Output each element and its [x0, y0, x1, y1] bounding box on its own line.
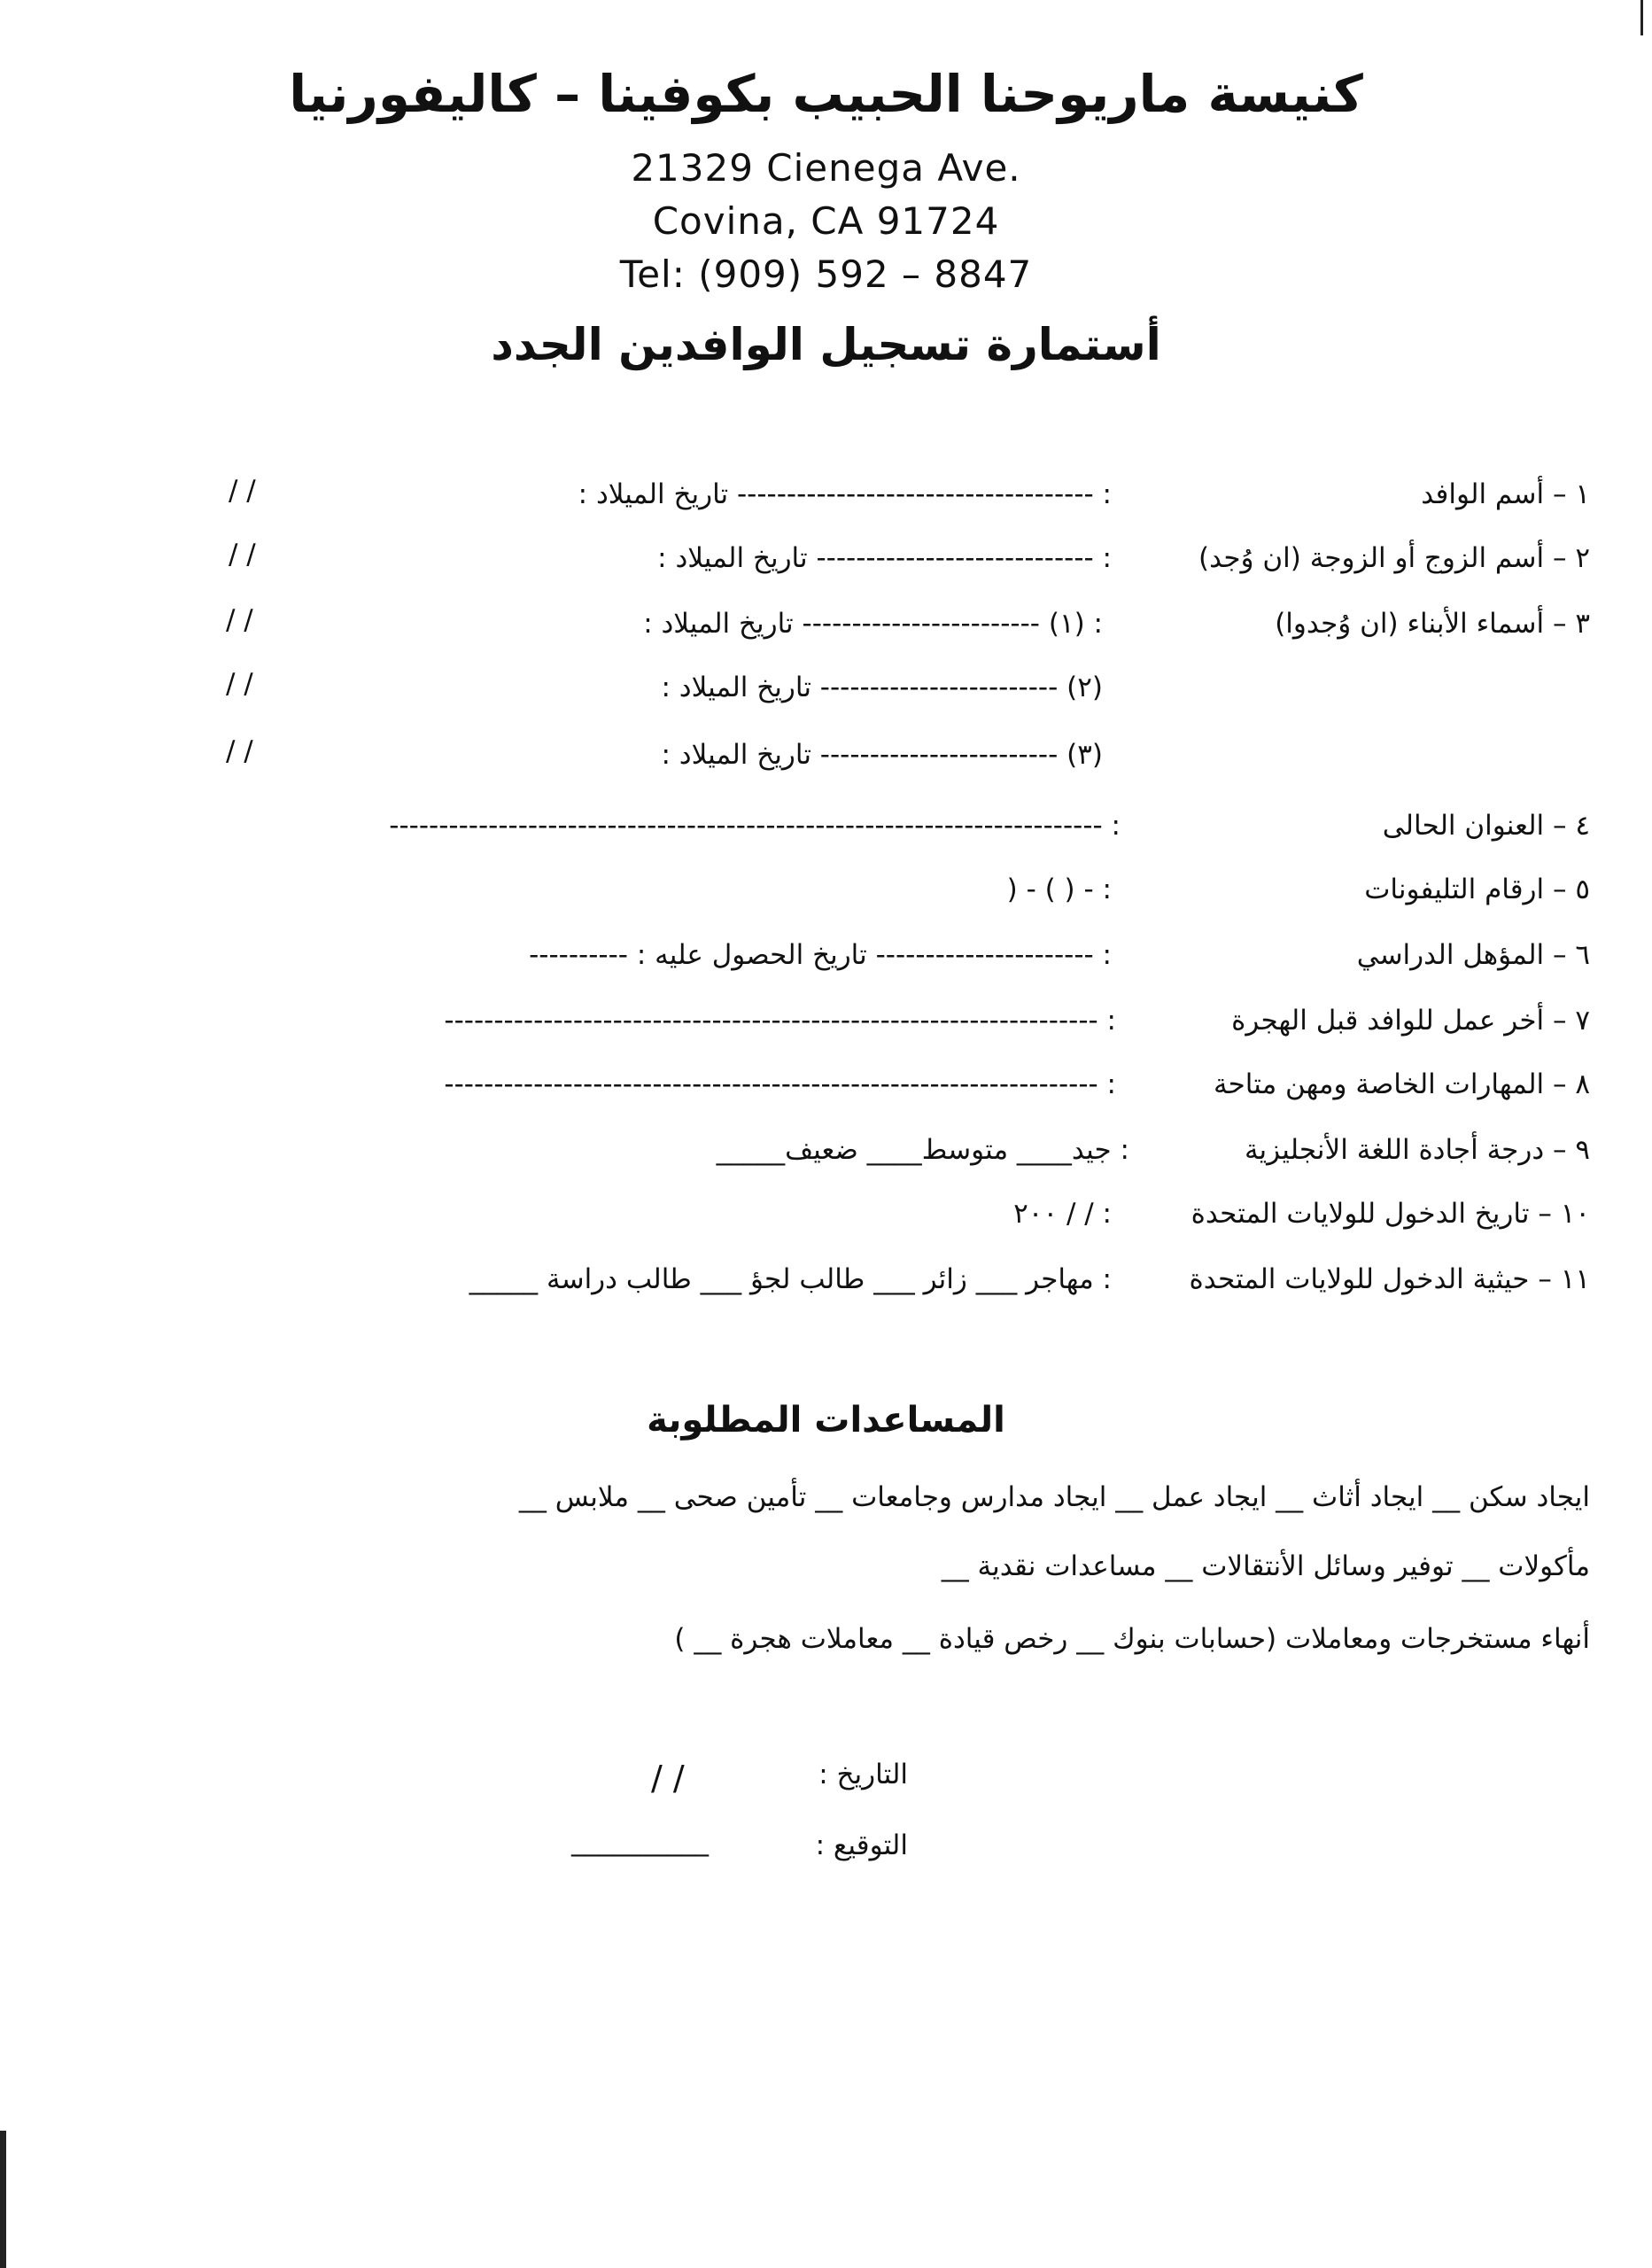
- field-line-address: : ------------------------------------------------------------------------: [389, 810, 1121, 842]
- field-label-entry-date: ١٠ – تاريخ الدخول للولايات المتحدة: [1191, 1198, 1590, 1230]
- field-label-education: ٦ – المؤهل الدراسي: [1356, 939, 1590, 971]
- assistance-line-3: أنهاء مستخرجات ومعاملات (حسابات بنوك __ رخص قيادة __ معاملات هجرة __ ): [674, 1623, 1590, 1655]
- field-label-spouse: ٢ – أسم الزوج أو الزوجة (ان وُجد): [1198, 542, 1590, 574]
- scan-edge-mark-top: [1640, 0, 1643, 35]
- phone-number: Tel: (909) 592 – 8847: [619, 252, 1033, 296]
- church-name: كنيسة ماريوحنا الحبيب بكوفينا – كاليفورنيا: [289, 64, 1363, 124]
- field-label-name: ١ – أسم الوافد: [1421, 478, 1590, 510]
- field-line-skills: : ------------------------------------------------------------------: [444, 1068, 1116, 1100]
- field-dob-slashes-child-3: / /: [226, 735, 253, 767]
- field-line-phones: : - ( ) - (: [1006, 874, 1112, 905]
- field-label-english-level: ٩ – درجة أجادة اللغة الأنجليزية: [1244, 1134, 1590, 1166]
- field-line-child-2: (٢) ------------------------ تاريخ الميلاد :: [661, 672, 1103, 703]
- field-line-spouse: : ---------------------------- تاريخ الميلاد :: [657, 542, 1112, 574]
- field-line-english-level: : جيد____ متوسط____ ضعيف_____: [716, 1134, 1129, 1166]
- field-line-child-3: (٣) ------------------------ تاريخ الميلاد :: [661, 739, 1103, 771]
- field-label-skills: ٨ – المهارات الخاصة ومهن متاحة: [1213, 1068, 1590, 1100]
- field-line-entry-date: : / / ٢٠٠: [1013, 1198, 1112, 1230]
- field-label-last-job: ٧ – أخر عمل للوافد قبل الهجرة: [1231, 1005, 1590, 1037]
- assistance-line-2: مأكولات __ توفير وسائل الأنتقالات __ مساعدات نقدية __: [941, 1550, 1590, 1582]
- date-slashes: / /: [651, 1759, 685, 1798]
- address-line-2: Covina, CA 91724: [652, 199, 1000, 243]
- address-line-1: 21329 Cienega Ave.: [631, 146, 1021, 190]
- field-label-entry-status: ١١ – حيثية الدخول للولايات المتحدة: [1189, 1263, 1590, 1295]
- field-dob-slashes-name: / /: [229, 475, 256, 507]
- field-dob-slashes-child-2: / /: [226, 668, 253, 700]
- date-label: التاريخ :: [818, 1759, 908, 1790]
- field-line-education: : ---------------------- تاريخ الحصول عليه : ----------: [529, 939, 1112, 971]
- field-label-phones: ٥ – ارقام التليفونات: [1364, 874, 1590, 905]
- signature-line: __________: [571, 1825, 709, 1857]
- assistance-line-1: ايجاد سكن __ ايجاد أثاث __ ايجاد عمل __ ايجاد مدارس وجامعات __ تأمين صحى __ ملابس __: [518, 1481, 1590, 1513]
- form-title: أستمارة تسجيل الوافدين الجدد: [491, 319, 1161, 370]
- field-label-address: ٤ – العنوان الحالى: [1382, 810, 1590, 842]
- signature-label: التوقيع :: [815, 1829, 908, 1861]
- field-line-name: : ------------------------------------ تاريخ الميلاد :: [578, 478, 1112, 510]
- scan-edge-mark-bottom: [0, 2131, 6, 2268]
- assistance-title: المساعدات المطلوبة: [647, 1400, 1005, 1441]
- field-line-child-1: : (١) ------------------------ تاريخ الميلاد :: [643, 608, 1103, 640]
- field-line-entry-status: : مهاجر ___ زائر ___ طالب لجؤ ___ طالب دراسة _____: [469, 1263, 1112, 1295]
- field-dob-slashes-child-1: / /: [226, 604, 253, 636]
- field-line-last-job: : ------------------------------------------------------------------: [444, 1005, 1116, 1037]
- field-label-children: ٣ – أسماء الأبناء (ان وُجدوا): [1275, 608, 1590, 640]
- field-dob-slashes-spouse: / /: [229, 539, 256, 571]
